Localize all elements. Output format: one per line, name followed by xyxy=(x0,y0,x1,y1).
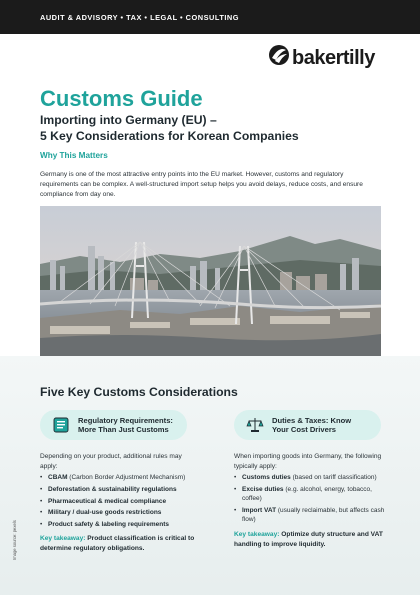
list-item-bold: Customs duties xyxy=(242,474,291,481)
takeaway-label: Key takeaway: xyxy=(234,531,280,538)
list-item-bold: Pharmaceutical & medical compliance xyxy=(48,497,167,505)
document-title: Customs Guide xyxy=(40,86,203,111)
card-duties-intro: When importing goods into Germany, the following typically apply: xyxy=(234,453,382,470)
takeaway-label: Key takeaway: xyxy=(40,535,86,542)
why-heading: Why This Matters xyxy=(40,151,108,160)
top-bar xyxy=(0,0,420,34)
tagline: AUDIT & ADVISORY • TAX • LEGAL • CONSULTING xyxy=(40,13,239,22)
list-item xyxy=(40,508,195,517)
list-item-bold: Excise duties xyxy=(242,485,284,493)
list-item xyxy=(234,473,389,482)
list-item-bold: Deforestation & sustainability regulations xyxy=(48,485,177,493)
list-item-text: (usually reclaimable, but affects cash flow) xyxy=(242,507,385,524)
list-item-text: (e.g. alcohol, energy, tobacco, coffee) xyxy=(242,485,372,503)
brand-name: bakertilly xyxy=(292,47,375,69)
card-regulatory-intro: Depending on your product, additional rules may apply: xyxy=(40,453,182,470)
image-source-credit: Image source: pexels xyxy=(12,520,17,560)
card-regulatory-title-line-2: More Than Just Customs xyxy=(78,425,169,435)
card-regulatory-title-line-1: Regulatory Requirements: xyxy=(78,416,173,425)
harbor-bridge-photo xyxy=(40,206,381,356)
duties-list xyxy=(234,473,389,527)
subtitle-line-2: 5 Key Considerations for Korean Companies xyxy=(40,129,299,144)
list-item xyxy=(234,485,389,504)
duties-takeaway xyxy=(234,530,394,549)
list-item-text: (Carbon Border Adjustment Mechanism) xyxy=(67,474,186,481)
scales-money-icon xyxy=(244,414,266,436)
card-regulatory-title xyxy=(78,416,186,435)
intro-paragraph: Germany is one of the most attractive entry points into the EU market. However, customs and regulatory requirements can be complex. A well-structured import setup helps you avoid delays, reduce costs, and ensure compliance from day one. xyxy=(40,171,363,198)
list-item xyxy=(40,485,195,494)
card-duties-title-line-1: Duties & Taxes: Know xyxy=(272,416,352,425)
list-item-bold: CBAM xyxy=(48,474,68,481)
list-item-text: (based on tariff classification) xyxy=(290,474,377,481)
list-item-bold: Military / dual-use goods restrictions xyxy=(48,509,162,517)
section-title: Five Key Customs Considerations xyxy=(40,385,238,399)
list-item-bold: Import VAT xyxy=(242,507,277,515)
document-scroll-icon xyxy=(50,414,72,436)
regulatory-list xyxy=(40,473,195,532)
card-duties-title xyxy=(272,416,380,435)
takeaway-text: Optimize duty structure and VAT handling to improve liquidity. xyxy=(234,531,383,548)
bakertilly-logo-mark-icon xyxy=(268,44,290,66)
harbor-photo-illustration xyxy=(40,206,381,356)
list-item xyxy=(40,497,195,506)
card-regulatory xyxy=(40,410,187,440)
subtitle-line-1: Importing into Germany (EU) – xyxy=(40,113,217,127)
takeaway-text: Product classification is critical to determine regulatory obligations. xyxy=(40,535,195,552)
list-item xyxy=(234,506,389,525)
document-subtitle xyxy=(40,112,380,145)
card-duties xyxy=(234,410,381,440)
bakertilly-logo xyxy=(268,42,383,72)
card-duties-title-line-2: Your Cost Drivers xyxy=(272,425,337,435)
list-item xyxy=(40,473,195,482)
list-item-bold: Product safety & labeling requirements xyxy=(48,521,170,529)
regulatory-takeaway xyxy=(40,534,200,553)
list-item xyxy=(40,520,195,529)
